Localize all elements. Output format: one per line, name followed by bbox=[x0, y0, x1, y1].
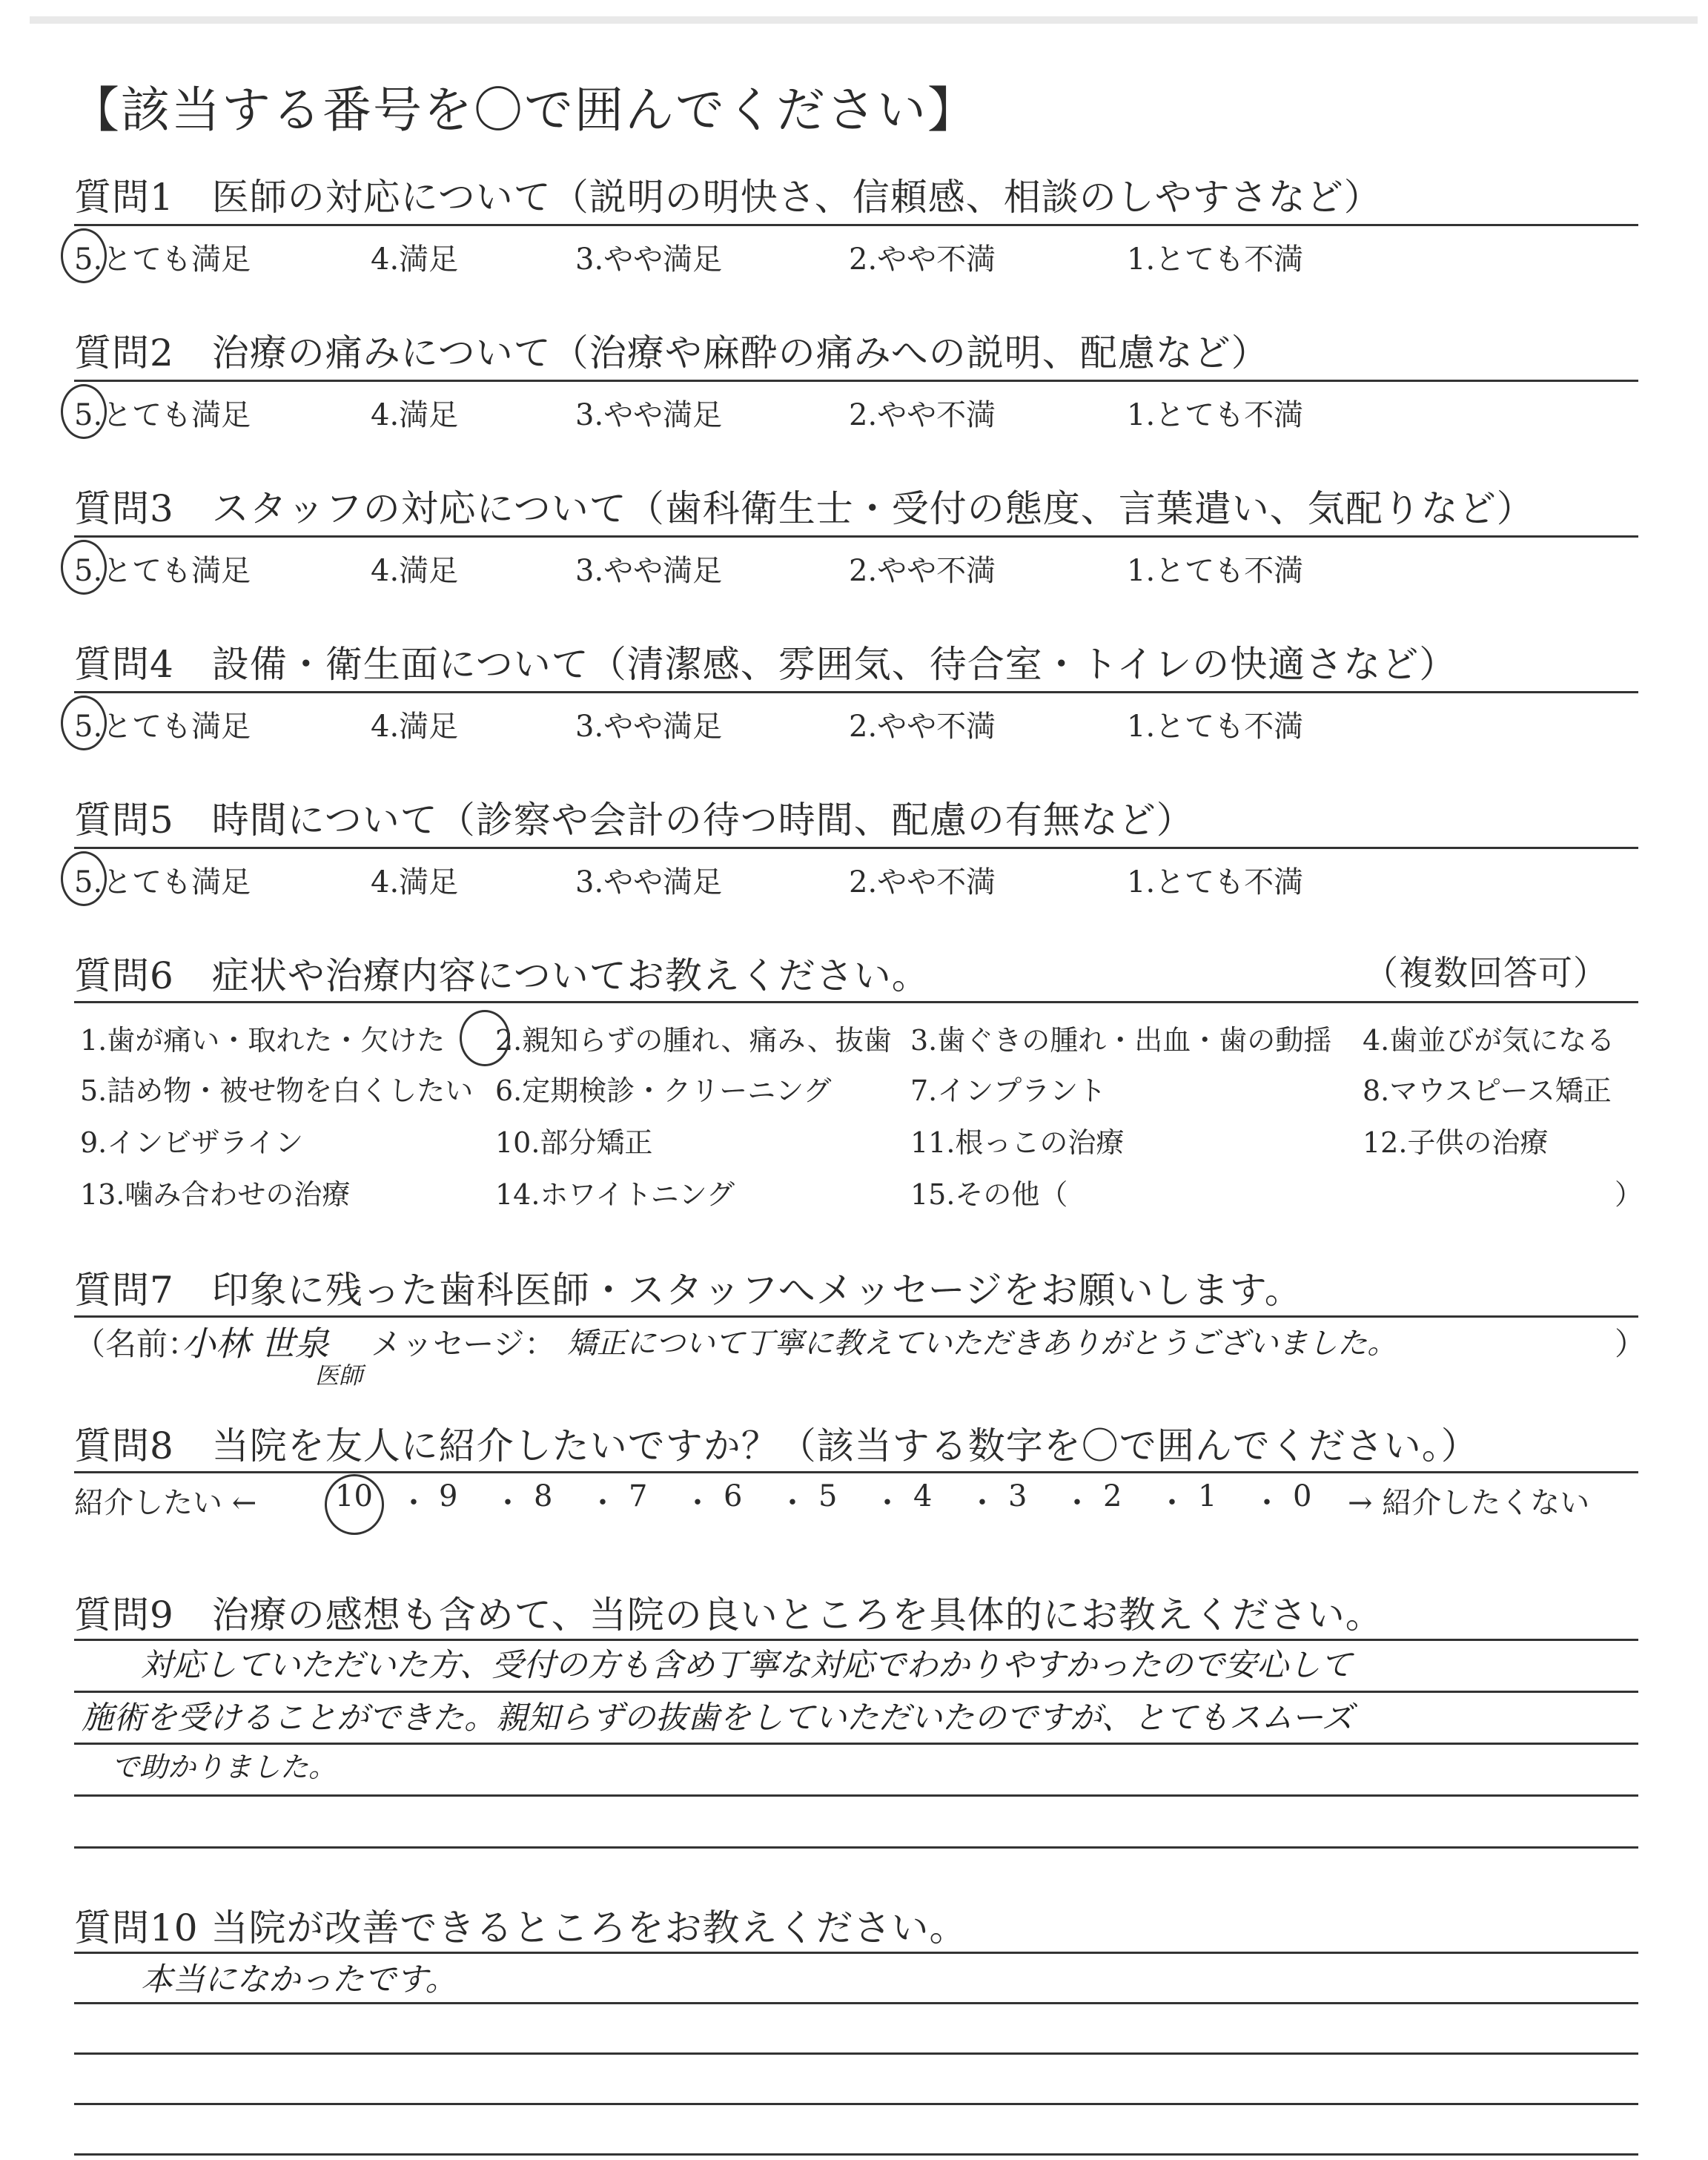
q9-line-4 bbox=[74, 1794, 1638, 1797]
q9-line-5 bbox=[74, 1846, 1638, 1849]
q8-right-label: → 紹介したくない bbox=[1348, 1486, 1590, 1520]
q1-option-4[interactable]: 4.満足 bbox=[371, 242, 459, 277]
question-3-rule bbox=[74, 535, 1638, 538]
q6-item-8[interactable]: 8.マウスピース矯正 bbox=[1363, 1074, 1612, 1107]
question-3-label: 質問3 スタッフの対応について（歯科衛生士・受付の態度、言葉遣い、気配りなど） bbox=[74, 487, 1535, 530]
q8-score-0[interactable]: 0 bbox=[1293, 1479, 1312, 1513]
question-5-label: 質問5 時間について（診察や会計の待つ時間、配慮の有無など） bbox=[74, 799, 1194, 842]
q8-score-7[interactable]: 7 bbox=[629, 1479, 648, 1513]
q10-line-2 bbox=[74, 2002, 1638, 2004]
q9-answer-line-1[interactable]: 対応していただいた方、受付の方も含め丁寧な対応でわかりやすかったので安心して bbox=[141, 1647, 1352, 1684]
q2-option-1[interactable]: 1.とても不満 bbox=[1127, 398, 1304, 432]
q4-option-3[interactable]: 3.やや満足 bbox=[575, 710, 723, 744]
q8-score-8[interactable]: 8 bbox=[534, 1479, 553, 1513]
question-5-rule bbox=[74, 847, 1638, 849]
q1-option-3[interactable]: 3.やや満足 bbox=[575, 242, 723, 277]
q8-separator: ・ bbox=[873, 1486, 902, 1520]
q6-item-14[interactable]: 14.ホワイトニング bbox=[495, 1178, 735, 1211]
q8-separator: ・ bbox=[683, 1486, 712, 1520]
question-2-rule bbox=[74, 380, 1638, 382]
q2-option-4[interactable]: 4.満足 bbox=[371, 398, 459, 432]
q6-item-4[interactable]: 4.歯並びが気になる bbox=[1363, 1024, 1615, 1057]
q4-option-4[interactable]: 4.満足 bbox=[371, 710, 459, 744]
q5-option-4[interactable]: 4.満足 bbox=[371, 865, 459, 899]
q6-item-13[interactable]: 13.噛み合わせの治療 bbox=[80, 1178, 351, 1211]
q7-name-label: （名前： bbox=[74, 1326, 199, 1362]
q5-option-3[interactable]: 3.やや満足 bbox=[575, 865, 723, 899]
top-edge bbox=[30, 16, 1698, 24]
q1-option-5[interactable]: 5.とても満足 bbox=[74, 242, 251, 277]
q10-line-3 bbox=[74, 2052, 1638, 2055]
q6-item-10[interactable]: 10.部分矯正 bbox=[495, 1126, 653, 1159]
q8-score-3[interactable]: 3 bbox=[1008, 1479, 1027, 1513]
q6-item-11[interactable]: 11.根っこの治療 bbox=[910, 1126, 1125, 1159]
q8-score-10[interactable]: 10 bbox=[335, 1479, 373, 1513]
q10-line-1 bbox=[74, 1952, 1638, 1954]
question-7-label: 質問7 印象に残った歯科医師・スタッフへメッセージをお願いします。 bbox=[74, 1269, 1302, 1312]
q8-score-6[interactable]: 6 bbox=[724, 1479, 743, 1513]
q1-option-1[interactable]: 1.とても不満 bbox=[1127, 242, 1304, 277]
q5-option-2[interactable]: 2.やや不満 bbox=[849, 865, 996, 899]
question-8-rule bbox=[74, 1471, 1638, 1473]
question-2-label: 質問2 治療の痛みについて（治療や麻酔の痛みへの説明、配慮など） bbox=[74, 331, 1269, 374]
q8-separator: ・ bbox=[1157, 1486, 1187, 1520]
q3-option-4[interactable]: 4.満足 bbox=[371, 554, 459, 588]
q6-selection-circle bbox=[460, 1010, 510, 1066]
q5-selection-circle bbox=[61, 851, 107, 906]
question-8-label: 質問8 当院を友人に紹介したいですか？（該当する数字を〇で囲んでください。） bbox=[74, 1424, 1479, 1467]
q3-option-2[interactable]: 2.やや不満 bbox=[849, 554, 996, 588]
q6-item-9[interactable]: 9.インビザライン bbox=[80, 1126, 304, 1159]
q8-separator: ・ bbox=[588, 1486, 618, 1520]
q6-item-15-close-paren: ） bbox=[1615, 1178, 1644, 1211]
question-1-rule bbox=[74, 224, 1638, 226]
q10-answer-line-1[interactable]: 本当になかったです。 bbox=[141, 1961, 457, 1998]
q7-name-value[interactable]: 小林 世泉 bbox=[182, 1324, 329, 1364]
question-4-label: 質問4 設備・衛生面について（清潔感、雰囲気、待合室・トイレの快適さなど） bbox=[74, 643, 1457, 686]
page-title: 【該当する番号を〇で囲んでください】 bbox=[70, 82, 978, 139]
q9-answer-line-3[interactable]: で助かりました。 bbox=[111, 1751, 337, 1783]
q4-option-2[interactable]: 2.やや不満 bbox=[849, 710, 996, 744]
q6-item-3[interactable]: 3.歯ぐきの腫れ・出血・歯の動揺 bbox=[910, 1024, 1332, 1057]
q6-item-15[interactable]: 15.その他（ bbox=[910, 1178, 1068, 1211]
q6-item-12[interactable]: 12.子供の治療 bbox=[1363, 1126, 1549, 1159]
q8-score-4[interactable]: 4 bbox=[913, 1479, 933, 1513]
q8-separator: ・ bbox=[1062, 1486, 1092, 1520]
q8-separator: ・ bbox=[493, 1486, 523, 1520]
q2-option-5[interactable]: 5.とても満足 bbox=[74, 398, 251, 432]
q8-separator: ・ bbox=[399, 1486, 428, 1520]
q7-name-role: 医師 bbox=[315, 1361, 363, 1390]
q6-item-7[interactable]: 7.インプラント bbox=[910, 1074, 1107, 1107]
question-6-note: （複数回答可） bbox=[1364, 953, 1608, 993]
q8-score-1[interactable]: 1 bbox=[1198, 1479, 1217, 1513]
q5-option-5[interactable]: 5.とても満足 bbox=[74, 865, 251, 899]
q8-selection-circle bbox=[325, 1474, 384, 1535]
q6-item-5[interactable]: 5.詰め物・被せ物を白くしたい bbox=[80, 1074, 474, 1107]
q1-selection-circle bbox=[61, 228, 107, 283]
q1-option-2[interactable]: 2.やや不満 bbox=[849, 242, 996, 277]
question-1-label: 質問1 医師の対応について（説明の明快さ、信頼感、相談のしやすさなど） bbox=[74, 176, 1382, 219]
q2-selection-circle bbox=[61, 384, 107, 439]
question-4-rule bbox=[74, 691, 1638, 693]
q8-left-label: 紹介したい ← bbox=[74, 1486, 257, 1520]
q3-selection-circle bbox=[61, 540, 107, 595]
q4-option-5[interactable]: 5.とても満足 bbox=[74, 710, 251, 744]
question-10-label: 質問10 当院が改善できるところをお教えください。 bbox=[74, 1906, 967, 1949]
q8-separator: ・ bbox=[967, 1486, 997, 1520]
q3-option-1[interactable]: 1.とても不満 bbox=[1127, 554, 1304, 588]
q9-answer-line-2[interactable]: 施術を受けることができた。親知らずの抜歯をしていただいたのですが、とてもスムーズ bbox=[82, 1700, 1354, 1737]
q4-selection-circle bbox=[61, 696, 107, 750]
q3-option-5[interactable]: 5.とても満足 bbox=[74, 554, 251, 588]
q8-score-5[interactable]: 5 bbox=[818, 1479, 838, 1513]
q8-score-9[interactable]: 9 bbox=[439, 1479, 458, 1513]
question-9-label: 質問9 治療の感想も含めて、当院の良いところを具体的にお教えください。 bbox=[74, 1593, 1383, 1636]
q2-option-3[interactable]: 3.やや満足 bbox=[575, 398, 723, 432]
q8-separator: ・ bbox=[1252, 1486, 1282, 1520]
q2-option-2[interactable]: 2.やや不満 bbox=[849, 398, 996, 432]
q10-line-4 bbox=[74, 2103, 1638, 2105]
q7-message-value[interactable]: 矯正について丁寧に教えていただきありがとうございました。 bbox=[567, 1327, 1397, 1361]
q6-item-6[interactable]: 6.定期検診・クリーニング bbox=[495, 1074, 832, 1107]
q8-score-2[interactable]: 2 bbox=[1103, 1479, 1122, 1513]
q8-separator: ・ bbox=[778, 1486, 807, 1520]
question-6-label: 質問6 症状や治療内容についてお教えください。 bbox=[74, 954, 930, 997]
q5-option-1[interactable]: 1.とても不満 bbox=[1127, 865, 1304, 899]
q6-item-1[interactable]: 1.歯が痛い・取れた・欠けた bbox=[80, 1024, 446, 1057]
q4-option-1[interactable]: 1.とても不満 bbox=[1127, 710, 1304, 744]
q7-close-paren: ） bbox=[1615, 1326, 1646, 1362]
q10-line-5 bbox=[74, 2153, 1638, 2156]
q6-item-2[interactable]: 2.親知らずの腫れ、痛み、抜歯 bbox=[495, 1024, 892, 1057]
question-6-rule bbox=[74, 1001, 1638, 1003]
q7-message-label: メッセージ： bbox=[371, 1326, 556, 1362]
q3-option-3[interactable]: 3.やや満足 bbox=[575, 554, 723, 588]
